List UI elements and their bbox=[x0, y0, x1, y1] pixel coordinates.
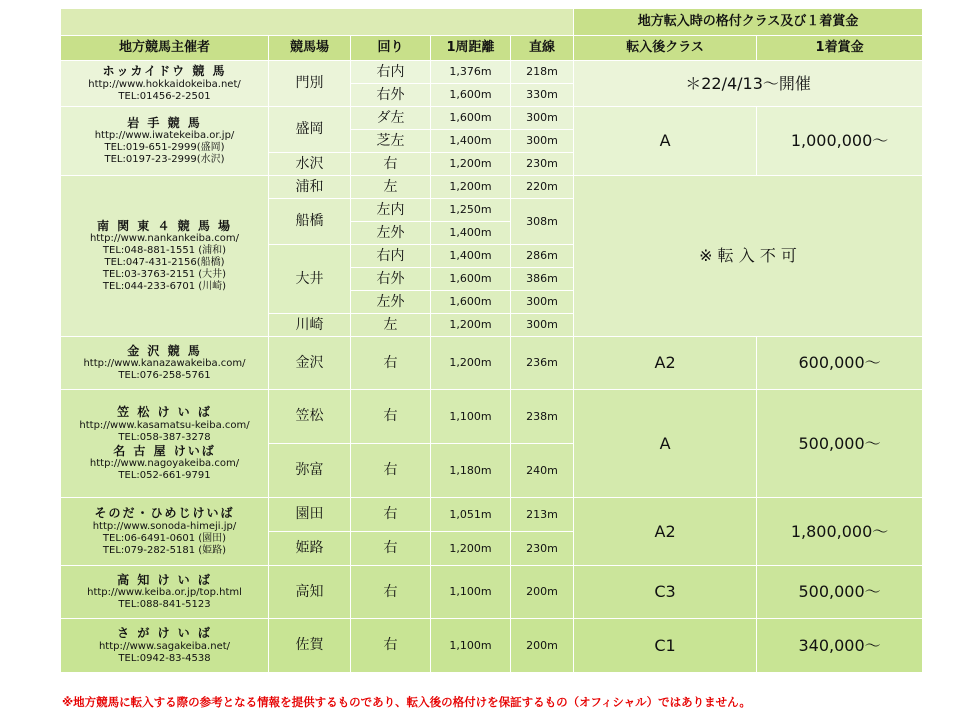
turn-cell: 右外 bbox=[351, 84, 431, 107]
turn-cell: 右内 bbox=[351, 245, 431, 268]
minami-kanto-note: ※ 転 入 不 可 bbox=[574, 176, 923, 337]
prize-cell: 1,800,000～ bbox=[757, 498, 923, 566]
distance-cell: 1,250m bbox=[431, 199, 511, 222]
distance-cell: 1,200m bbox=[431, 176, 511, 199]
turn-cell: 左外 bbox=[351, 222, 431, 245]
organizer-saga bbox=[61, 619, 269, 673]
turn-cell: 右外 bbox=[351, 268, 431, 291]
organizer-url[interactable]: http://www.kanazawakeiba.com/ bbox=[83, 358, 246, 370]
organizer-name: ホッカイドウ 競 馬 bbox=[102, 64, 227, 79]
organizer-name: 南 関 東 ４ 競 馬 場 bbox=[96, 218, 233, 233]
turn-cell: ダ左 bbox=[351, 107, 431, 130]
venue-monbetsu: 門別 bbox=[269, 61, 351, 107]
venue-yatomi: 弥富 bbox=[269, 444, 351, 498]
table-row bbox=[61, 498, 923, 532]
venue-mizusawa: 水沢 bbox=[269, 153, 351, 176]
organizer-tel: TEL:052-661-9791 bbox=[118, 469, 211, 481]
turn-cell: 芝左 bbox=[351, 130, 431, 153]
prize-cell: 500,000～ bbox=[757, 566, 923, 619]
organizer-tel: TEL:088-841-5123 bbox=[118, 599, 211, 611]
turn-cell: 右 bbox=[351, 390, 431, 444]
organizer-url[interactable]: http://www.sonoda-himeji.jp/ bbox=[92, 520, 237, 532]
straight-cell: 300m bbox=[511, 130, 574, 153]
col-organizer: 地方競馬主催者 bbox=[61, 36, 269, 61]
turn-cell: 右 bbox=[351, 498, 431, 532]
hokkaido-note: ＊22/4/13～開催 bbox=[574, 61, 923, 107]
turn-cell: 右 bbox=[351, 566, 431, 619]
venue-urawa: 浦和 bbox=[269, 176, 351, 199]
straight-cell: 386m bbox=[511, 268, 574, 291]
prize-cell: 1,000,000～ bbox=[757, 107, 923, 176]
table-row bbox=[61, 337, 923, 390]
turn-cell: 左外 bbox=[351, 291, 431, 314]
organizer-url[interactable]: http://www.sagakeiba.net/ bbox=[98, 640, 231, 652]
disclaimer-note: ※地方競馬に転入する際の参考となる情報を提供するものであり、転入後の格付けを保証するもの（オフィシャル）ではありません。 bbox=[62, 695, 751, 709]
straight-cell: 200m bbox=[511, 619, 574, 673]
venue-morioka: 盛岡 bbox=[269, 107, 351, 153]
organizer-url[interactable]: http://www.kasamatsu-keiba.com/ bbox=[79, 419, 250, 431]
organizer-hokkaido bbox=[61, 61, 269, 107]
organizer-tel: TEL:048-881-1551 (浦和) bbox=[102, 245, 227, 257]
table-row bbox=[61, 566, 923, 619]
class-cell: A2 bbox=[574, 337, 757, 390]
table-row bbox=[61, 107, 923, 130]
distance-cell: 1,400m bbox=[431, 245, 511, 268]
prize-cell: 500,000～ bbox=[757, 390, 923, 498]
distance-cell: 1,376m bbox=[431, 61, 511, 84]
organizer-tel: TEL:047-431-2156(船橋) bbox=[104, 257, 225, 269]
organizer-tel: TEL:0197-23-2999(水沢) bbox=[104, 154, 225, 166]
straight-cell: 200m bbox=[511, 566, 574, 619]
col-class: 転入後クラス bbox=[574, 36, 757, 61]
class-cell: C1 bbox=[574, 619, 757, 673]
straight-cell: 240m bbox=[511, 444, 574, 498]
straight-cell: 236m bbox=[511, 337, 574, 390]
straight-cell: 300m bbox=[511, 107, 574, 130]
table-row bbox=[61, 390, 923, 444]
organizer-tel: TEL:079-282-5181 (姫路) bbox=[102, 544, 227, 556]
organizer-url[interactable]: http://www.nankankeiba.com/ bbox=[89, 233, 240, 245]
header-blank-cell bbox=[61, 9, 574, 36]
venue-oi: 大井 bbox=[269, 245, 351, 314]
straight-cell: 300m bbox=[511, 314, 574, 337]
organizer-name: そのだ・ひめじけいば bbox=[94, 506, 235, 521]
class-cell: A bbox=[574, 107, 757, 176]
straight-cell: 213m bbox=[511, 498, 574, 532]
col-distance: 1周距離 bbox=[431, 36, 511, 61]
straight-cell: 308m bbox=[511, 199, 574, 245]
distance-cell: 1,600m bbox=[431, 107, 511, 130]
straight-cell: 230m bbox=[511, 532, 574, 566]
organizer-kochi bbox=[61, 566, 269, 619]
distance-cell: 1,200m bbox=[431, 314, 511, 337]
organizer-url[interactable]: http://www.nagoyakeiba.com/ bbox=[89, 457, 240, 469]
organizer-name: 岩 手 競 馬 bbox=[127, 115, 202, 130]
turn-cell: 左内 bbox=[351, 199, 431, 222]
col-straight: 直線 bbox=[511, 36, 574, 61]
venue-kanazawa: 金沢 bbox=[269, 337, 351, 390]
class-cell: A bbox=[574, 390, 757, 498]
col-prize: 1着賞金 bbox=[757, 36, 923, 61]
organizer-name: 高 知 け い ば bbox=[117, 572, 212, 587]
organizer-name: さ が け い ば bbox=[117, 626, 212, 641]
turn-cell: 右 bbox=[351, 153, 431, 176]
distance-cell: 1,400m bbox=[431, 130, 511, 153]
distance-cell: 1,200m bbox=[431, 337, 511, 390]
organizer-name: 名 古 屋 けいば bbox=[113, 443, 216, 458]
venue-kochi: 高知 bbox=[269, 566, 351, 619]
turn-cell: 右 bbox=[351, 337, 431, 390]
table-row bbox=[61, 619, 923, 673]
turn-cell: 左 bbox=[351, 176, 431, 199]
prize-cell: 340,000～ bbox=[757, 619, 923, 673]
organizer-tel: TEL:044-233-6701 (川崎) bbox=[102, 281, 227, 293]
distance-cell: 1,180m bbox=[431, 444, 511, 498]
organizer-tel: TEL:058-387-3278 bbox=[118, 431, 211, 443]
turn-cell: 右 bbox=[351, 444, 431, 498]
venue-funabashi: 船橋 bbox=[269, 199, 351, 245]
distance-cell: 1,100m bbox=[431, 566, 511, 619]
organizer-name: 笠 松 け い ば bbox=[117, 405, 212, 420]
organizer-tel: TEL:076-258-5761 bbox=[118, 370, 211, 382]
organizer-kanazawa bbox=[61, 337, 269, 390]
col-venue: 競馬場 bbox=[269, 36, 351, 61]
straight-cell: 238m bbox=[511, 390, 574, 444]
header-row-columns bbox=[61, 36, 923, 61]
turn-cell: 左 bbox=[351, 314, 431, 337]
organizer-tel: TEL:019-651-2999(盛岡) bbox=[104, 142, 225, 154]
distance-cell: 1,600m bbox=[431, 84, 511, 107]
distance-cell: 1,600m bbox=[431, 291, 511, 314]
organizer-hyogo bbox=[61, 498, 269, 566]
distance-cell: 1,200m bbox=[431, 532, 511, 566]
venue-sonoda: 園田 bbox=[269, 498, 351, 532]
table-row bbox=[61, 176, 923, 199]
straight-cell: 230m bbox=[511, 153, 574, 176]
class-cell: A2 bbox=[574, 498, 757, 566]
turn-cell: 右内 bbox=[351, 61, 431, 84]
organizer-tel: TEL:03-3763-2151 (大井) bbox=[102, 269, 227, 281]
organizer-url[interactable]: http://www.iwatekeiba.or.jp/ bbox=[94, 130, 235, 142]
straight-cell: 220m bbox=[511, 176, 574, 199]
organizer-tokai bbox=[61, 390, 269, 498]
table-row bbox=[61, 61, 923, 84]
class-cell: C3 bbox=[574, 566, 757, 619]
organizer-tel: TEL:0942-83-4538 bbox=[118, 652, 211, 664]
venue-saga: 佐賀 bbox=[269, 619, 351, 673]
header-row-top bbox=[61, 9, 923, 36]
organizer-url[interactable]: http://www.hokkaidokeiba.net/ bbox=[88, 78, 241, 90]
organizer-name: 金 沢 競 馬 bbox=[127, 343, 202, 358]
distance-cell: 1,600m bbox=[431, 268, 511, 291]
col-turn: 回り bbox=[351, 36, 431, 61]
organizer-tel: TEL:06-6491-0601 (園田) bbox=[102, 532, 227, 544]
distance-cell: 1,100m bbox=[431, 390, 511, 444]
distance-cell: 1,100m bbox=[431, 619, 511, 673]
straight-cell: 300m bbox=[511, 291, 574, 314]
turn-cell: 右 bbox=[351, 532, 431, 566]
prize-cell: 600,000～ bbox=[757, 337, 923, 390]
venue-himeji: 姫路 bbox=[269, 532, 351, 566]
header-group-title: 地方転入時の格付クラス及び１着賞金 bbox=[574, 9, 923, 36]
straight-cell: 218m bbox=[511, 61, 574, 84]
distance-cell: 1,400m bbox=[431, 222, 511, 245]
turn-cell: 右 bbox=[351, 619, 431, 673]
organizer-minami-kanto bbox=[61, 176, 269, 337]
organizer-tel: TEL:01456-2-2501 bbox=[118, 90, 211, 102]
distance-cell: 1,051m bbox=[431, 498, 511, 532]
organizer-iwate bbox=[61, 107, 269, 176]
straight-cell: 286m bbox=[511, 245, 574, 268]
organizer-url[interactable]: http://www.keiba.or.jp/top.html bbox=[87, 587, 242, 599]
venue-kasamatsu: 笠松 bbox=[269, 390, 351, 444]
straight-cell: 330m bbox=[511, 84, 574, 107]
race-table bbox=[60, 8, 923, 673]
venue-kawasaki: 川崎 bbox=[269, 314, 351, 337]
distance-cell: 1,200m bbox=[431, 153, 511, 176]
